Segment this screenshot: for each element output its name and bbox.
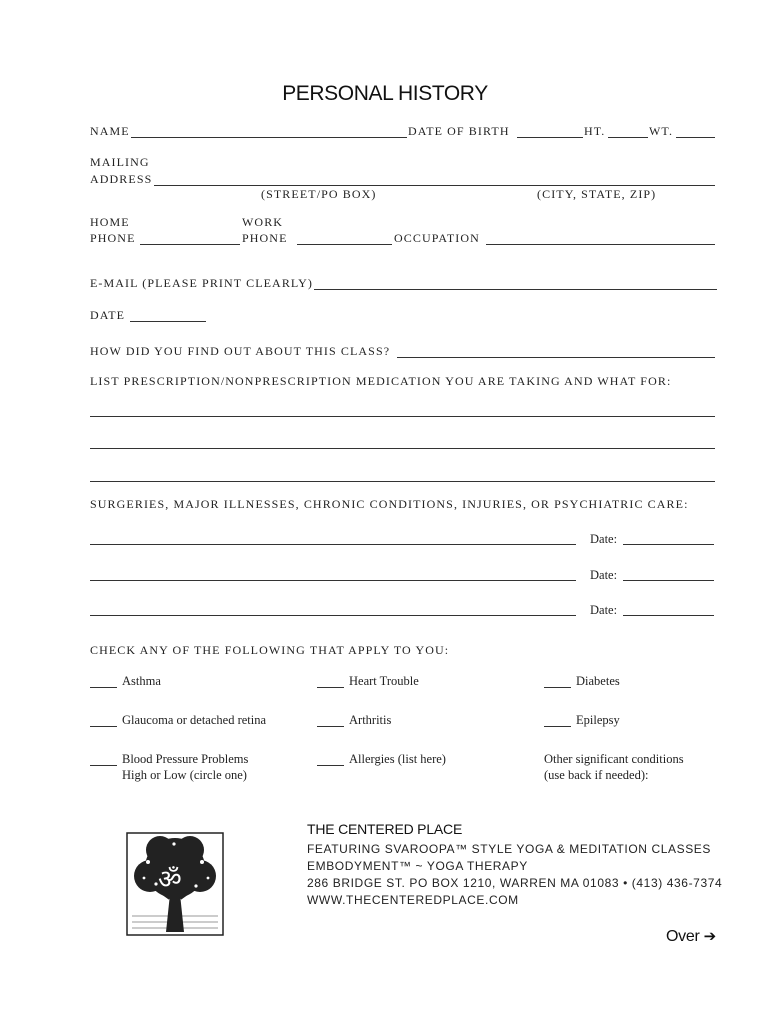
arthritis-check[interactable] [317,726,344,727]
brand-name: THE CENTERED PLACE [307,821,463,837]
surgery-line-1[interactable] [90,544,576,545]
name-label: NAME [90,124,130,138]
diabetes-label: Diabetes [576,674,620,688]
how-found-field[interactable] [397,357,715,358]
over-label: Over [666,928,700,945]
email-label: E-MAIL (PLEASE PRINT CLEARLY) [90,276,314,290]
medications-line-1[interactable] [90,416,715,417]
surgery-date-label-3: Date: [590,603,618,617]
glaucoma-label: Glaucoma or detached retina [122,713,267,727]
page-title: PERSONAL HISTORY [282,82,488,105]
brand-therapy: EMBODYMENT™ ~ YOGA THERAPY [307,859,528,873]
height-field[interactable] [608,137,648,138]
date-label: DATE [90,308,126,322]
brand-address: 286 BRIDGE ST. PO BOX 1210, WARREN MA 01083 • (413) 436-7374 [307,876,723,890]
other-conditions-sublabel: (use back if needed): [544,768,649,782]
om-symbol: ॐ [158,865,182,895]
asthma-check[interactable] [90,687,117,688]
epilepsy-label: Epilepsy [576,713,620,727]
arthritis-label: Arthritis [349,713,392,727]
dob-label: DATE OF BIRTH [408,124,510,138]
heart-label: Heart Trouble [349,674,419,688]
blood-pressure-check[interactable] [90,765,117,766]
blood-pressure-sublabel: High or Low (circle one) [122,768,247,782]
how-found-label: HOW DID YOU FIND OUT ABOUT THIS CLASS? [90,344,391,358]
over-link[interactable] [666,927,716,946]
work-label: WORK [242,215,284,229]
email-field[interactable] [314,289,717,290]
epilepsy-check[interactable] [544,726,571,727]
arrow-right-icon: ➔ [703,927,716,945]
home-phone-label: PHONE [90,231,136,245]
brand-tagline: FEATURING SVAROOPA™ STYLE YOGA & MEDITATION CLASSES [307,842,712,856]
weight-field[interactable] [676,137,715,138]
blood-pressure-label: Blood Pressure Problems [122,752,249,766]
surgery-date-1[interactable] [623,544,714,545]
work-phone-label: PHONE [242,231,288,245]
brand-website: WWW.THECENTEREDPLACE.COM [307,893,519,907]
date-field[interactable] [130,321,206,322]
medications-line-2[interactable] [90,448,715,449]
diabetes-check[interactable] [544,687,571,688]
surgery-date-3[interactable] [623,615,714,616]
address-field[interactable] [154,185,715,186]
allergies-label: Allergies (list here) [349,752,446,766]
asthma-label: Asthma [122,674,161,688]
other-conditions-label: Other significant conditions [544,752,684,766]
work-phone-field[interactable] [297,244,392,245]
surgery-line-2[interactable] [90,580,576,581]
dob-field[interactable] [517,137,583,138]
address-label: ADDRESS [90,172,153,186]
glaucoma-check[interactable] [90,726,117,727]
weight-label: WT. [649,124,674,138]
city-hint: (CITY, STATE, ZIP) [537,187,657,201]
allergies-check[interactable] [317,765,344,766]
mailing-label: MAILING [90,155,150,169]
home-phone-field[interactable] [140,244,240,245]
surgery-date-label-2: Date: [590,568,618,582]
medications-label: LIST PRESCRIPTION/NONPRESCRIPTION MEDICATION YOU ARE TAKING AND WHAT FOR: [90,374,672,388]
surgery-date-2[interactable] [623,580,714,581]
checklist-heading: CHECK ANY OF THE FOLLOWING THAT APPLY TO YOU: [90,643,450,657]
surgery-line-3[interactable] [90,615,576,616]
height-label: HT. [584,124,606,138]
name-field[interactable] [131,137,407,138]
tree-logo [126,832,224,936]
street-hint: (STREET/PO BOX) [261,187,377,201]
surgery-date-label-1: Date: [590,532,618,546]
occupation-label: OCCUPATION [394,231,480,245]
home-label: HOME [90,215,130,229]
surgeries-label: SURGERIES, MAJOR ILLNESSES, CHRONIC CONDITIONS, INJURIES, OR PSYCHIATRIC CARE: [90,497,689,511]
heart-check[interactable] [317,687,344,688]
medications-line-3[interactable] [90,481,715,482]
occupation-field[interactable] [486,244,715,245]
